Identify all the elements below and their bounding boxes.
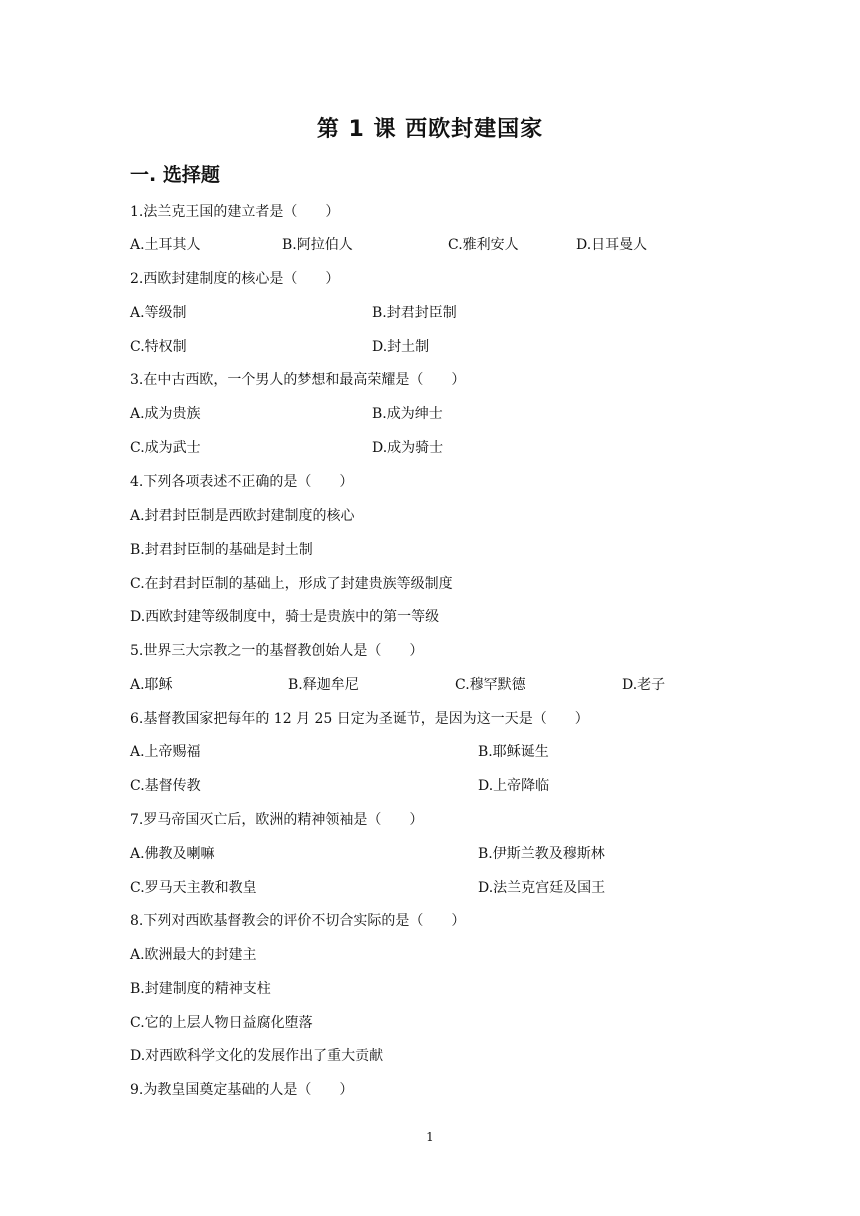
question-8-option-b: B.封建制度的精神支柱	[130, 981, 271, 997]
question-5-option-a: A.耶稣	[130, 677, 173, 693]
question-6-option-c: C.基督传教	[130, 778, 201, 794]
question-3-option-b: B.成为绅士	[372, 406, 443, 422]
question-7-option-c: C.罗马天主教和教皇	[130, 880, 257, 896]
question-1-option-a: A.土耳其人	[130, 237, 201, 253]
question-2-option-a: A.等级制	[130, 305, 187, 321]
question-7-option-a: A.佛教及喇嘛	[130, 846, 215, 862]
question-2-option-c: C.特权制	[130, 339, 187, 355]
question-5-stem: 5.世界三大宗教之一的基督教创始人是（ ）	[130, 643, 424, 659]
question-1-stem: 1.法兰克王国的建立者是（ ）	[130, 204, 340, 220]
question-8-option-c: C.它的上层人物日益腐化堕落	[130, 1015, 313, 1031]
question-4-option-a: A.封君封臣制是西欧封建制度的核心	[130, 508, 355, 524]
question-4-option-b: B.封君封臣制的基础是封土制	[130, 542, 313, 558]
question-7-option-b: B.伊斯兰教及穆斯林	[478, 846, 605, 862]
question-6-option-d: D.上帝降临	[478, 778, 550, 794]
question-7-option-d: D.法兰克宫廷及国王	[478, 880, 606, 896]
question-6-option-b: B.耶稣诞生	[478, 744, 549, 760]
question-7-stem: 7.罗马帝国灭亡后，欧洲的精神领袖是（ ）	[130, 812, 424, 828]
question-4-option-c: C.在封君封臣制的基础上，形成了封建贵族等级制度	[130, 576, 453, 592]
question-9-stem: 9.为教皇国奠定基础的人是（ ）	[130, 1082, 354, 1098]
document-title: 第 1 课 西欧封建国家	[316, 117, 544, 142]
question-2-option-d: D.封土制	[372, 339, 430, 355]
question-5-option-d: D.老子	[622, 677, 666, 693]
question-8-option-a: A.欧洲最大的封建主	[130, 947, 257, 963]
question-3-option-c: C.成为武士	[130, 440, 201, 456]
question-1-option-b: B.阿拉伯人	[282, 237, 353, 253]
question-5-option-c: C.穆罕默德	[455, 677, 526, 693]
page-number: 1	[426, 1130, 434, 1144]
question-6-stem: 6.基督教国家把每年的 12 月 25 日定为圣诞节，是因为这一天是（ ）	[130, 711, 589, 727]
question-8-option-d: D.对西欧科学文化的发展作出了重大贡献	[130, 1048, 384, 1064]
question-3-stem: 3.在中古西欧，一个男人的梦想和最高荣耀是（ ）	[130, 372, 466, 388]
question-6-option-a: A.上帝赐福	[130, 744, 201, 760]
section-heading: 一. 选择题	[130, 164, 220, 186]
question-5-option-b: B.释迦牟尼	[288, 677, 359, 693]
question-1-option-d: D.日耳曼人	[576, 237, 648, 253]
question-4-option-d: D.西欧封建等级制度中，骑士是贵族中的第一等级	[130, 609, 440, 625]
question-3-option-d: D.成为骑士	[372, 440, 444, 456]
question-1-option-c: C.雅利安人	[448, 237, 519, 253]
question-2-stem: 2.西欧封建制度的核心是（ ）	[130, 271, 340, 287]
question-4-stem: 4.下列各项表述不正确的是（ ）	[130, 474, 354, 490]
question-8-stem: 8.下列对西欧基督教会的评价不切合实际的是（ ）	[130, 913, 466, 929]
question-2-option-b: B.封君封臣制	[372, 305, 457, 321]
question-3-option-a: A.成为贵族	[130, 406, 201, 422]
